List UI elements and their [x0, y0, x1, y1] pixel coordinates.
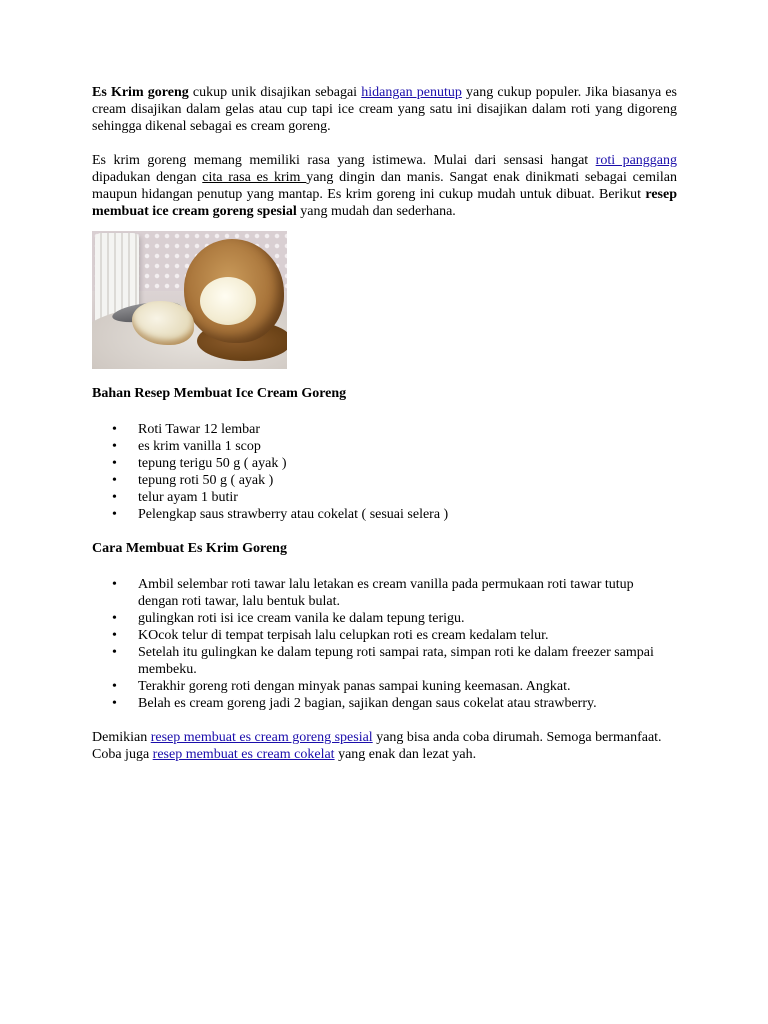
- document-page: [92, 84, 677, 763]
- closing-text-1: Demikian: [92, 730, 151, 745]
- step-text: KOcok telur di tempat terpisah lalu celupkan roti es cream kedalam telur.: [138, 628, 549, 643]
- step-text: Setelah itu gulingkan ke dalam tepung roti sampai rata, simpan roti ke dalam freezer sampai membeku.: [138, 645, 654, 677]
- ingredient-text: Pelengkap saus strawberry atau cokelat ( sesuai selera ): [138, 507, 449, 522]
- intro-p2-text-2: dipadukan dengan: [92, 170, 203, 185]
- bullet-icon: •: [112, 422, 117, 437]
- bullet-icon: •: [112, 490, 117, 505]
- link-roti-panggang[interactable]: roti panggang: [595, 153, 677, 168]
- intro-p1-text-1: cukup unik disajikan sebagai: [188, 85, 362, 100]
- step-text: gulingkan roti isi ice cream vanila ke dalam tepung terigu.: [138, 611, 465, 626]
- bullet-icon: •: [112, 611, 117, 626]
- ingredients-list: [92, 421, 677, 523]
- list-item: [92, 438, 677, 455]
- bullet-icon: •: [112, 456, 117, 471]
- bullet-icon: •: [112, 439, 117, 454]
- intro-bold-recipe: resep membuat ice cream goreng spesial: [92, 187, 677, 219]
- ingredient-text: Roti Tawar 12 lembar: [138, 422, 261, 437]
- bullet-icon: •: [112, 577, 117, 592]
- link-resep-cokelat[interactable]: resep membuat es cream cokelat: [152, 747, 335, 762]
- list-item: [92, 627, 677, 644]
- link-resep-goreng-spesial[interactable]: resep membuat es cream goreng spesial: [150, 730, 373, 745]
- list-item: [92, 489, 677, 506]
- intro-p1-text-2: yang cukup populer. Jika biasanya es cream disajikan dalam gelas atau cup tapi ice cream yang satu ini disajikan dalam roti yang digoreng sehingga dikenal sebagai es cream goreng.: [92, 85, 677, 134]
- list-item: [92, 421, 677, 438]
- list-item: [92, 610, 677, 627]
- list-item: [92, 472, 677, 489]
- intro-paragraph-2: [92, 152, 677, 220]
- list-item: [92, 506, 677, 523]
- list-item: [92, 455, 677, 472]
- closing-text-3: yang enak dan lezat yah.: [334, 747, 477, 762]
- bullet-icon: •: [112, 645, 117, 660]
- ingredient-text: tepung roti 50 g ( ayak ): [138, 473, 274, 488]
- bullet-icon: •: [112, 696, 117, 711]
- ingredient-text: tepung terigu 50 g ( ayak ): [138, 456, 287, 471]
- ingredient-text: es krim vanilla 1 scop: [138, 439, 261, 454]
- intro-bold-title: Es Krim goreng: [92, 85, 189, 100]
- bullet-icon: •: [112, 507, 117, 522]
- fried-ice-cream-photo: [92, 231, 287, 369]
- list-item: [92, 678, 677, 695]
- list-item: [92, 576, 677, 610]
- intro-p2-text-1: Es krim goreng memang memiliki rasa yang istimewa. Mulai dari sensasi hangat: [92, 153, 596, 168]
- step-text: Terakhir goreng roti dengan minyak panas sampai kuning keemasan. Angkat.: [138, 679, 571, 694]
- bullet-icon: •: [112, 473, 117, 488]
- ingredient-text: telur ayam 1 butir: [138, 490, 238, 505]
- bullet-icon: •: [112, 679, 117, 694]
- ingredients-heading: Bahan Resep Membuat Ice Cream Goreng: [92, 386, 347, 401]
- step-text: Belah es cream goreng jadi 2 bagian, sajikan dengan saus cokelat atau strawberry.: [138, 696, 597, 711]
- intro-paragraph-1: [92, 84, 677, 135]
- underlined-cita-rasa: cita rasa es krim: [202, 170, 307, 185]
- list-item: [92, 695, 677, 712]
- step-text: Ambil selembar roti tawar lalu letakan es cream vanilla pada permukaan roti tawar tutup dengan roti tawar, lalu bentuk bulat.: [138, 577, 634, 609]
- bullet-icon: •: [112, 628, 117, 643]
- list-item: [92, 644, 677, 678]
- vanilla-cream: [200, 277, 256, 325]
- steps-list: [92, 576, 677, 712]
- link-hidangan-penutup[interactable]: hidangan penutup: [361, 85, 462, 100]
- steps-heading: Cara Membuat Es Krim Goreng: [92, 541, 287, 556]
- intro-p2-text-3: yang dingin dan manis. Sangat enak dinikmati sebagai cemilan maupun hidangan penutup yang mantap. Es krim goreng ini cukup mudah untuk dibuat. Berikut: [92, 170, 677, 202]
- intro-p2-text-4: yang mudah dan sederhana.: [296, 204, 456, 219]
- closing-text-2: yang bisa anda coba dirumah. Semoga bermanfaat. Coba juga: [92, 730, 662, 762]
- closing-paragraph: [92, 729, 677, 763]
